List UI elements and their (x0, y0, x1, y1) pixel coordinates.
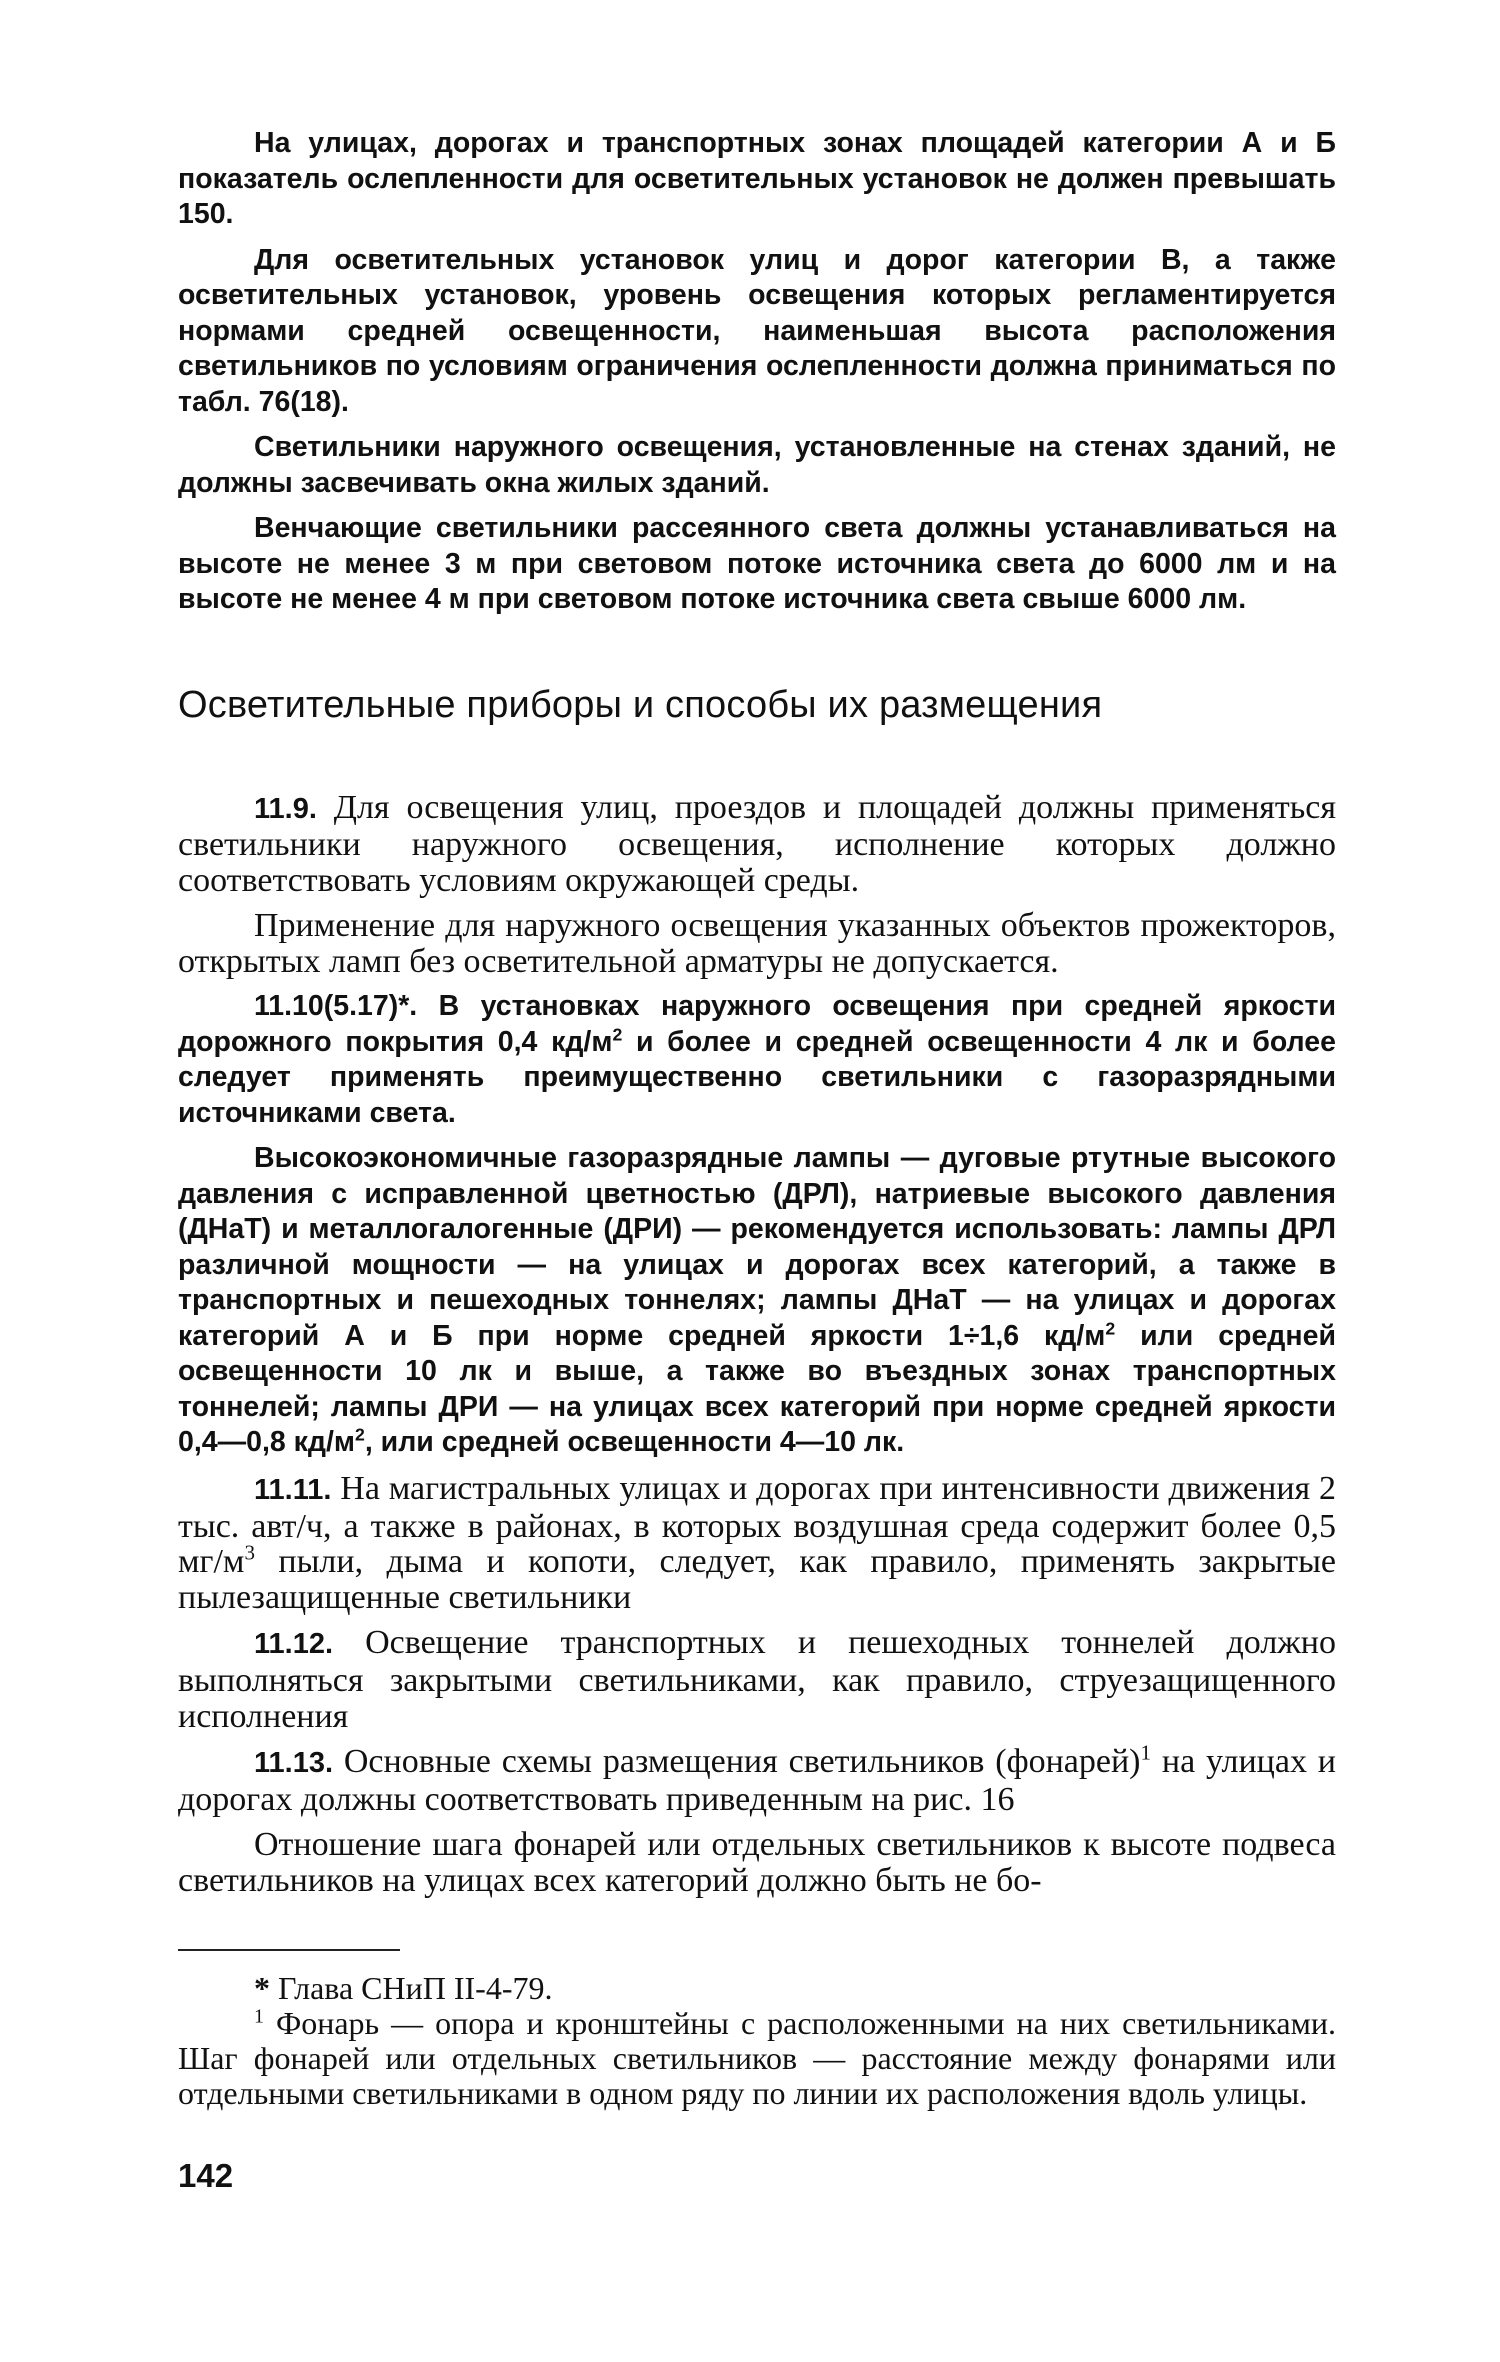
paragraph-text: , или средней освещенности 4—10 лк. (364, 1426, 905, 1459)
clause-11-10 (178, 989, 1336, 1131)
clause-number: 11.10(5.17)*. (254, 990, 418, 1023)
clause-text: Основные схемы размещения светильников (фонарей) (333, 1743, 1141, 1781)
superscript: 2 (355, 1424, 365, 1445)
clause-11-13 (178, 1740, 1337, 1818)
document-page (178, 126, 1336, 2195)
footnote-text: Фонарь — опора и кронштейны с расположенными на них светильниками. Шаг фонарей или отдельных светильников — расстояние между фонарями или отдельными светильниками в одном ряду по линии их расположения вдоль улицы. (178, 2004, 1336, 2111)
paragraph-text: или средней освещенности 10 лк и выше, а также во въездных зонах транспортных тоннелей; лампы ДРИ — на улицах всех категорий при норме средней яркости 0,4—0,8 кд/м (178, 1319, 1336, 1459)
clause-11-12 (178, 1625, 1336, 1734)
footnote-divider (178, 1949, 400, 1951)
footnote-mark: 1 (254, 2004, 264, 2027)
clause-text: Освещение транспортных и пешеходных тоннелей должно выполняться закрытыми светильниками, как правило, струезащищенного исполнения (178, 1624, 1336, 1735)
clause-text: пыли, дыма и копоти, следует, как правило, применять закрытые пылезащищенные светильники (178, 1543, 1336, 1616)
footnote-one (178, 2006, 1336, 2111)
footnote-mark: * (254, 1969, 270, 2006)
footnote-ref: 1 (1140, 1740, 1152, 1765)
clause-number: 11.12. (254, 1628, 334, 1661)
clause-text: На магистральных улицах и дорогах при интенсивности движения 2 тыс. авт/ч, а также в районах, в которых воздушная среда содержит более 0,5 мг/м (178, 1469, 1336, 1581)
paragraph-spacing-ratio: Отношение шага фонарей или отдельных светильников к высоте подвеса светильников на улицах всех категорий должно быть не бо- (178, 1826, 1336, 1899)
paragraph-discharge-lamps (178, 1141, 1336, 1461)
clause-11-9 (178, 790, 1336, 899)
clause-11-9-continuation: Применение для наружного освещения указанных объектов прожекторов, открытых ламп без осветительной арматуры не допускается. (178, 907, 1336, 980)
footnote-text: Глава СНиП II-4-79. (270, 1969, 553, 2006)
paragraph-crowning-luminaires: Венчающие светильники рассеянного света должны устанавливаться на высоте не менее 3 м при световом потоке источника света до 6000 лм и на высоте не менее 4 м при световом потоке источника света свыше 6000 лм. (178, 512, 1336, 615)
clause-text: и более и средней освещенности 4 лк и более следует применять преимущественно светильники с газоразрядными источниками света. (178, 1025, 1336, 1129)
clause-number: 11.9. (254, 792, 317, 825)
superscript: 3 (244, 1540, 255, 1565)
clause-text: Для освещения улиц, проездов и площадей должны применяться светильники наружного освещения, исполнение которых должно соответствовать условиям окружающей среды. (178, 788, 1336, 899)
paragraph-wall-luminaires: Светильники наружного освещения, установленные на стенах зданий, не должны засвечивать окна жилых зданий. (178, 431, 1336, 499)
section-heading: Осветительные приборы и способы их размещения (178, 683, 1103, 726)
paragraph-text: Высокоэкономичные газоразрядные лампы — дуговые ртутные высокого давления с исправленной цветностью (ДРЛ), натриевые высокого давления (ДНаТ) и металлогалогенные (ДРИ) — рекомендуется использовать: лампы ДРЛ различной мощности — на улицах и дорогах всех категорий, а также в транспортных и пешеходных тоннелях; лампы ДНаТ — на улицах и дорогах категорий А и Б при норме средней яркости 1÷1,6 кд/м (178, 1142, 1336, 1352)
clause-number: 11.11. (254, 1473, 332, 1506)
clause-number: 11.13. (254, 1747, 334, 1780)
paragraph-mounting-height: Для осветительных установок улиц и дорог категории В, а также осветительных установок, уровень освещения которых регламентируется нормами средней освещенности, наименьшая высота расположения светильников по условиям ограничения ослепленности должна приниматься по табл. 76(18). (178, 243, 1336, 418)
superscript: 2 (1105, 1318, 1116, 1339)
superscript: 2 (612, 1024, 623, 1045)
paragraph-glare-index: На улицах, дорогах и транспортных зонах площадей категории А и Б показатель ослепленности для осветительных установок не должен превышать 150. (178, 127, 1336, 230)
footnote-star (178, 1971, 1336, 2006)
clause-text: В установках наружного освещения при средней яркости дорожного покрытия 0,4 кд/м (178, 990, 1336, 1058)
page-number: 142 (178, 2156, 234, 2194)
clause-11-11 (178, 1471, 1336, 1615)
clause-text: на улицах и дорогах должны соответствовать приведенным на рис. 16 (178, 1743, 1337, 1818)
